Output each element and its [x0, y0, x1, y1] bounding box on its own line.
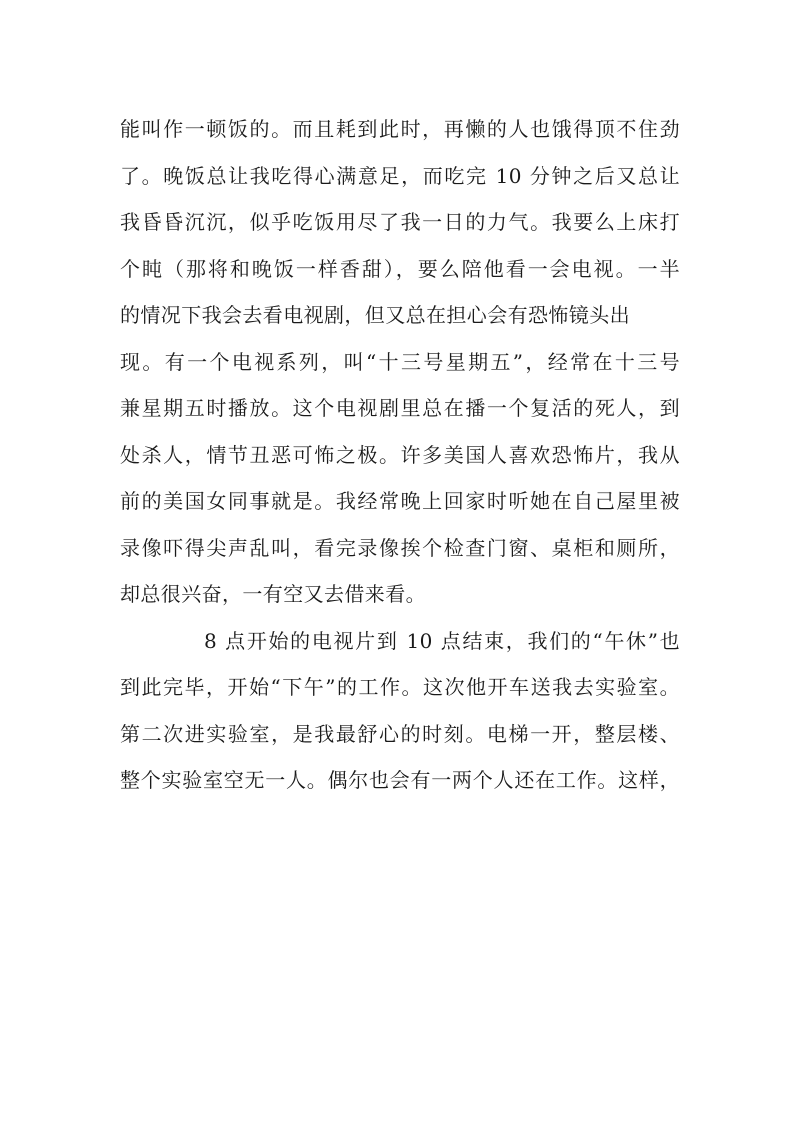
body-text: [120, 106, 680, 804]
text-line-paragraph-start: 8 点开始的电视片到 10 点结束，我们的“午休”也: [204, 628, 680, 653]
text-line: 现。有一个电视系列，叫“十三号星期五”，经常在十三号: [120, 349, 680, 374]
text-line-paragraph-end: 却总很兴奋，一有空又去借来看。: [120, 582, 426, 606]
text-line: 能叫作一顿饭的。而且耗到此时，再懒的人也饿得顶不住劲: [120, 117, 680, 141]
text-line: 到此完毕，开始“下午”的工作。这次他开车送我去实验室。: [120, 675, 680, 699]
text-line: 的情况下我会去看电视剧，但又总在担心会有恐怖镜头出: [120, 303, 630, 327]
text-line: 整个实验室空无一人。偶尔也会有一两个人还在工作。这样，: [120, 768, 680, 792]
text-line: 我昏昏沉沉，似乎吃饭用尽了我一日的力气。我要么上床打: [120, 210, 680, 234]
text-line: 个盹（那将和晚饭一样香甜），要么陪他看一会电视。一半: [120, 256, 680, 281]
text-line: 前的美国女同事就是。我经常晚上回家时听她在自己屋里被: [120, 489, 680, 513]
text-line: 兼星期五时播放。这个电视剧里总在播一个复活的死人，到: [120, 396, 680, 420]
text-line: 处杀人，情节丑恶可怖之极。许多美国人喜欢恐怖片，我从: [120, 442, 680, 467]
text-line: 第二次进实验室，是我最舒心的时刻。电梯一开，整层楼、: [120, 721, 680, 746]
text-line: 录像吓得尖声乱叫，看完录像挨个检查门窗、桌柜和厕所，: [120, 535, 680, 560]
text-line: 了。晚饭总让我吃得心满意足，而吃完 10 分钟之后又总让: [120, 163, 680, 188]
